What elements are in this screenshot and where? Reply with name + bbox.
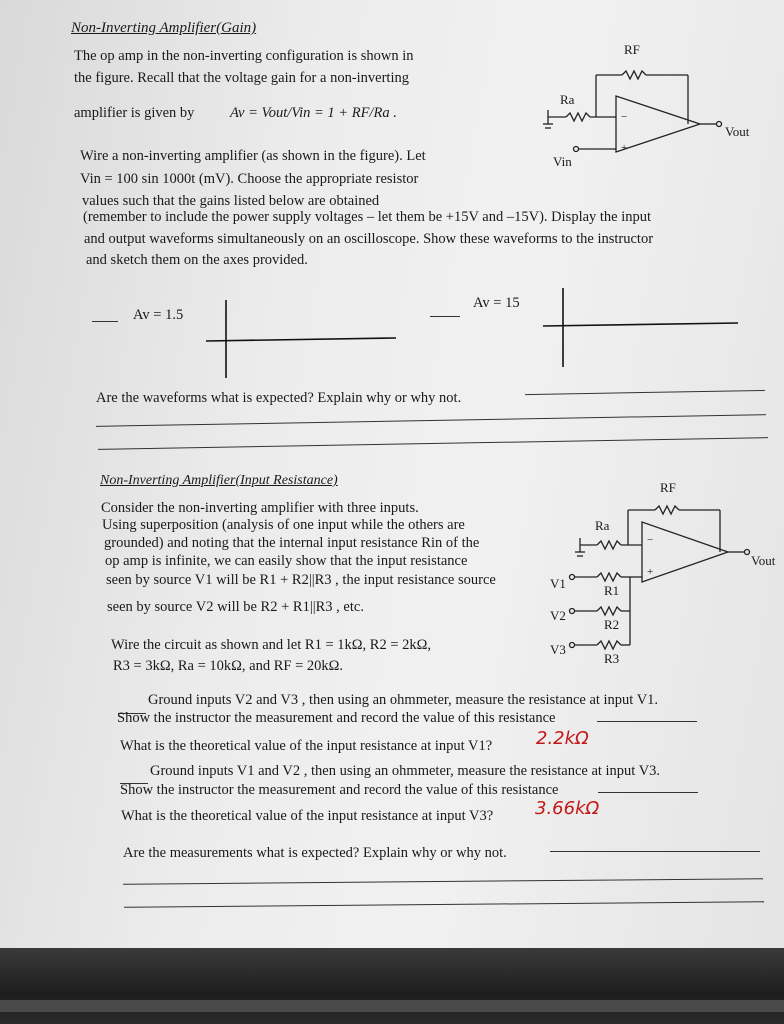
q1-answer-line <box>597 721 697 722</box>
q5-text: Are the measurements what is expected? Explain why or why not. <box>123 845 507 861</box>
section1-line7: (remember to include the power supply voltages – let them be +15V and –15V). Display the input <box>83 209 652 225</box>
circuit1-plus-sign: + <box>621 142 628 154</box>
circuit1-minus-sign: − <box>621 111 628 123</box>
circuit2-v1-label: V1 <box>550 576 566 591</box>
section1-line6: values such that the gains listed below are obtained <box>82 193 380 209</box>
section1-line5: Vin = 100 sin 1000t (mV). Choose the appropriate resistor <box>80 171 419 187</box>
circuit2-v3-label: V3 <box>550 642 566 657</box>
circuit1-rf-label: RF <box>624 42 640 57</box>
section1-line3: amplifier is given by <box>74 105 195 121</box>
circuit2-r2-label: R2 <box>604 617 620 632</box>
gain1-label: Av = 1.5 <box>133 307 184 323</box>
circuit2-minus-sign: − <box>647 534 654 546</box>
handwritten-answer-1: 2.2kΩ <box>536 728 589 749</box>
circuit1-ra-label: Ra <box>560 92 575 107</box>
circuit2-v2-label: V2 <box>550 608 566 623</box>
section1-title: Non-Inverting Amplifier(Gain) <box>71 20 257 36</box>
circuit1-vout-label: Vout <box>725 124 750 139</box>
circuit2-plus-sign: + <box>647 566 654 578</box>
circuit2-r1-label: R1 <box>604 583 620 598</box>
section2-line8: R3 = 3kΩ, Ra = 10kΩ, and RF = 20kΩ. <box>113 658 344 674</box>
section2-line5: seen by source V1 will be R1 + R2||R3 , the input resistance source <box>106 572 496 588</box>
section1-line8: and output waveforms simultaneously on an oscilloscope. Show these waveforms to the instructor <box>84 231 654 247</box>
q3-line1: Ground inputs V1 and V2 , then using an ohmmeter, measure the resistance at input V3. <box>150 763 661 779</box>
circuit2-vout-label: Vout <box>751 553 776 568</box>
q4-text: What is the theoretical value of the input resistance at input V3? <box>121 808 494 824</box>
circuit2-ra-label: Ra <box>595 518 610 533</box>
circuit1-vin-label: Vin <box>553 154 572 169</box>
q1-line2: Show the instructor the measurement and record the value of this resistance <box>117 710 556 726</box>
section2-line3: grounded) and noting that the internal input resistance Rin of the <box>104 535 480 551</box>
q3-line2: Show the instructor the measurement and record the value of this resistance <box>120 782 559 798</box>
desk-background <box>0 948 784 1024</box>
section2-title: Non-Inverting Amplifier(Input Resistance) <box>100 473 338 488</box>
q5-answer-line-1 <box>550 851 760 852</box>
section2-line4: op amp is infinite, we can easily show that the input resistance <box>105 553 468 569</box>
handwritten-answer-2: 3.66kΩ <box>535 798 600 819</box>
section1-line1: The op amp in the non-inverting configuration is shown in <box>74 48 414 64</box>
section1-line4: Wire a non-inverting amplifier (as shown in the figure). Let <box>80 148 426 164</box>
gain-formula: Av = Vout/Vin = 1 + RF/Ra . <box>230 105 397 121</box>
q2-text: What is the theoretical value of the input resistance at input V1? <box>120 738 493 754</box>
waveform-question: Are the waveforms what is expected? Explain why or why not. <box>96 390 462 406</box>
circuit2-r3-label: R3 <box>604 651 620 666</box>
keyboard-edge <box>0 1000 784 1012</box>
circuit2-rf-label: RF <box>660 480 676 495</box>
section1-line9: and sketch them on the axes provided. <box>86 252 308 268</box>
section2-line1: Consider the non-inverting amplifier with three inputs. <box>101 500 419 516</box>
q1-line1: Ground inputs V2 and V3 , then using an ohmmeter, measure the resistance at input V1. <box>148 692 659 708</box>
section1-line2: the figure. Recall that the voltage gain for a non-inverting <box>74 70 409 86</box>
gain2-label: Av = 15 <box>473 295 520 311</box>
q3-answer-line <box>598 792 698 793</box>
section2-line2: Using superposition (analysis of one input while the others are <box>102 517 465 533</box>
section2-line7: Wire the circuit as shown and let R1 = 1kΩ, R2 = 2kΩ, <box>111 637 432 653</box>
section2-line6: seen by source V2 will be R2 + R1||R3 , etc. <box>107 599 364 615</box>
